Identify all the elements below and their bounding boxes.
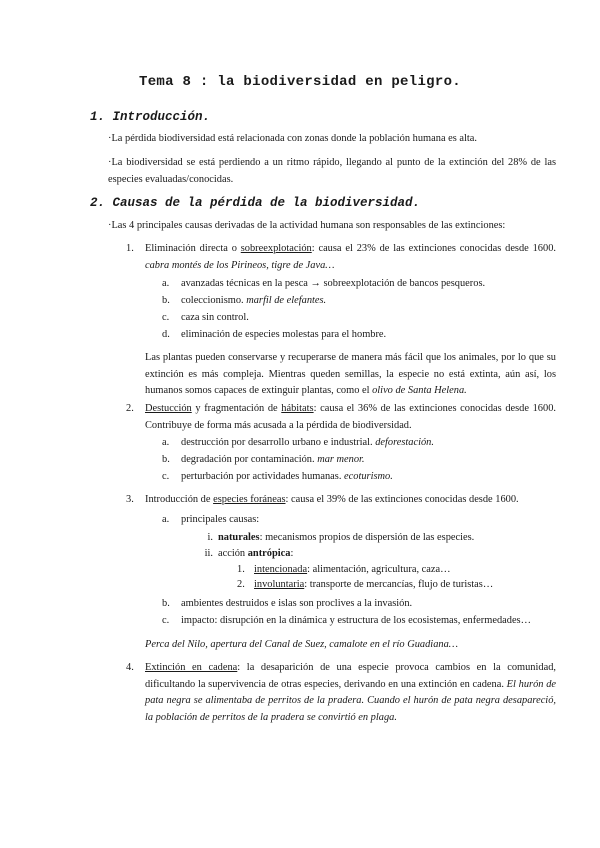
cause-3-prefix: Introducción de <box>145 494 214 505</box>
cause-2-item-a <box>181 435 556 452</box>
cause-1-item-d: eliminación de especies molestas para el hombre. <box>181 329 387 340</box>
cause-3-sub-1-text: : alimentación, agricultura, caza… <box>307 564 451 575</box>
cause-3-item-c: impacto: disrupción en la dinámica y estructura de los ecosistemas, enfermedades… <box>181 615 531 626</box>
cause-3-sub-2-text: : transporte de mercancías, flujo de turistas… <box>304 579 494 590</box>
cause-1-text <box>145 241 556 274</box>
cause-2-item-b-example: mar menor. <box>317 454 365 465</box>
cause-1-item-c-mark: c. <box>162 312 170 323</box>
cause-3-item-b-mark: b. <box>162 598 170 609</box>
cause-3-sub-i-mark: i. <box>207 532 213 543</box>
cause-2-item-b <box>181 452 556 469</box>
plants-paragraph-example: olivo de Santa Helena. <box>372 385 467 396</box>
cause-4-example: El hurón de pata negra se alimentaba de perritos de la pradera. Cuando el hurón de pata negra desapareció, la población de perritos de la pradera se convirtió en plaga. <box>145 678 556 723</box>
cause-3-sub-2 <box>254 577 556 594</box>
cause-3-sub-i-keyword: naturales <box>218 532 260 543</box>
cause-3-sub-ii-keyword: antrópica <box>247 548 291 559</box>
cause-1-item-d-mark: d. <box>162 329 170 340</box>
cause-4-description: : la desaparición de una especie provoca cambios en la comunidad, dificultando la supervivencia de otras especies, derivando en una extinción en cadena. <box>145 662 556 690</box>
plants-paragraph <box>145 350 556 400</box>
cause-2-item-a-text: destrucción por desarrollo urbano e industrial. <box>181 437 376 448</box>
cause-1-prefix: Eliminación directa o <box>145 243 241 254</box>
cause-1-number: 1. <box>126 243 134 254</box>
cause-4-number: 4. <box>126 662 134 673</box>
cause-1-item-a-mark: a. <box>162 278 170 289</box>
cause-2-item-c <box>181 469 556 486</box>
cause-1-item-c: caza sin control. <box>181 312 249 323</box>
cause-1-item-b-mark: b. <box>162 295 170 306</box>
cause-2-item-a-mark: a. <box>162 437 170 448</box>
cause-4-text <box>145 660 556 726</box>
section-heading-causas: 2. Causas de la pérdida de la biodiversidad. <box>90 196 421 210</box>
cause-2-item-c-mark: c. <box>162 471 170 482</box>
cause-3-number: 3. <box>126 494 134 505</box>
cause-3-item-a: principales causas: <box>181 514 260 525</box>
causes-intro: ·Las 4 principales causas derivadas de la actividad humana son responsables de las extinciones: <box>108 220 506 231</box>
cause-2-text <box>145 401 556 434</box>
cause-2-item-b-mark: b. <box>162 454 170 465</box>
cause-2-connector: y fragmentación de <box>191 403 282 414</box>
cause-3-text <box>145 492 556 509</box>
cause-3-sub-ii-mark: ii. <box>204 548 213 559</box>
cause-3-description: : causa el 39% de las extinciones conocidas desde 1600. <box>285 494 519 505</box>
cause-2-item-b-text: degradación por contaminación. <box>181 454 318 465</box>
intro-paragraph-1: ·La pérdida biodiversidad está relacionada con zonas donde la población humana es alta. <box>108 133 478 144</box>
cause-1-item-b-example: marfil de elefantes. <box>246 295 327 306</box>
cause-2-keyword-2: hábitats <box>281 403 314 414</box>
cause-1-examples: cabra montés de los Pirineos, tigre de Java… <box>145 259 335 271</box>
cause-1-item-b-text: coleccionismo. <box>181 295 247 306</box>
cause-2-item-c-example: ecoturismo. <box>344 471 393 482</box>
cause-1-description: : causa el 23% de las extinciones conocidas desde 1600. <box>311 243 556 254</box>
cause-3-sub-2-keyword: involuntaria <box>254 579 305 590</box>
cause-1-item-a: avanzadas técnicas en la pesca → sobreexplotación de bancos pesqueros. <box>181 278 486 289</box>
cause-3-sub-ii <box>218 546 556 563</box>
cause-3-sub-i-text: : mecanismos propios de dispersión de las especies. <box>259 532 475 543</box>
cause-3-item-c-mark: c. <box>162 615 170 626</box>
cause-3-sub-ii-prefix: acción <box>218 548 248 559</box>
cause-3-sub-ii-text: : <box>290 548 294 559</box>
cause-3-sub-1-keyword: intencionada <box>254 564 308 575</box>
cause-2-number: 2. <box>126 403 134 414</box>
cause-2-keyword-1: Destucción <box>145 403 192 414</box>
cause-2-item-c-text: perturbación por actividades humanas. <box>181 471 345 482</box>
page-title: Tema 8 : la biodiversidad en peligro. <box>139 74 461 90</box>
plants-paragraph-text: Las plantas pueden conservarse y recuperarse de manera más fácil que los animales, por lo que su extinción es más compleja. Mientras queden semillas, la especie no está extinta, aún así, los humanos somos capaces de extinguir plantas, como el <box>145 352 556 396</box>
cause-1-keyword: sobreexplotación <box>240 243 312 254</box>
cause-3-examples: Perca del Nilo, apertura del Canal de Suez, camalote en el río Guadiana… <box>145 639 459 650</box>
cause-3-item-b: ambientes destruidos e islas son proclives a la invasión. <box>181 598 413 609</box>
cause-2-item-a-example: deforestación. <box>375 437 434 448</box>
intro-paragraph-2: ·La biodiversidad se está perdiendo a un ritmo rápido, llegando al punto de la extinción del 28% de las especies evaluadas/conocidas. <box>108 157 556 185</box>
cause-1-item-b <box>181 293 556 310</box>
cause-3-keyword: especies foráneas <box>213 494 286 505</box>
cause-3-item-a-mark: a. <box>162 514 170 525</box>
cause-3-sub-2-mark: 2. <box>237 579 245 590</box>
cause-4-keyword: Extinción en cadena <box>145 662 238 673</box>
section-heading-introduccion: 1. Introducción. <box>90 110 211 124</box>
cause-3-sub-1-mark: 1. <box>237 564 245 575</box>
cause-3-sub-i <box>218 530 556 547</box>
cause-2-description: : causa el 36% de las extinciones conocidas desde 1600. Contribuye de forma más acusada a la pérdida de biodiversidad. <box>145 403 556 431</box>
